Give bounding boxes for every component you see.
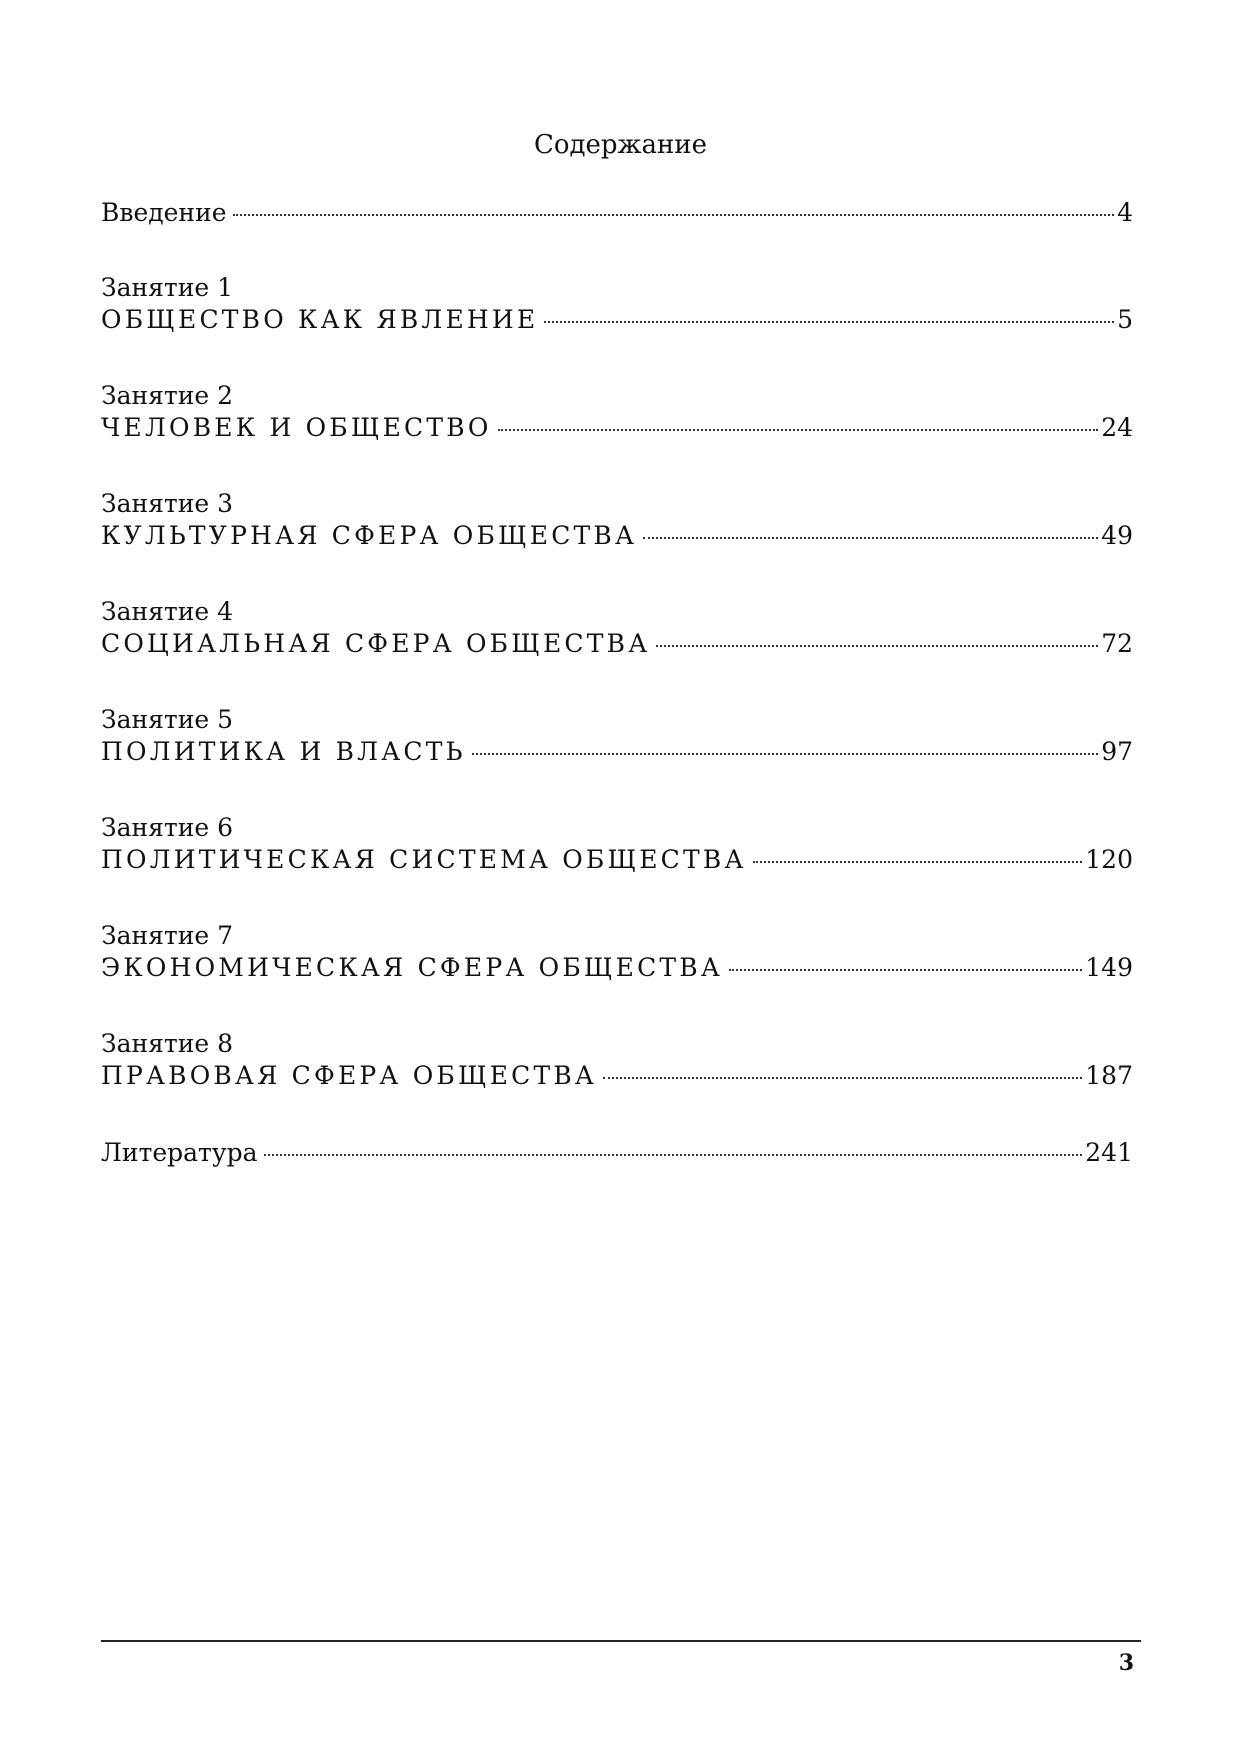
toc-entry-lesson-4[interactable] bbox=[101, 596, 1133, 660]
dot-leader bbox=[498, 429, 1099, 431]
lesson-label: Занятие 3 bbox=[101, 489, 234, 518]
dot-leader bbox=[729, 969, 1082, 971]
dot-leader bbox=[544, 321, 1114, 323]
toc-entry-lesson-2[interactable] bbox=[101, 380, 1133, 444]
toc-page-number: 4 bbox=[1117, 198, 1133, 227]
toc-line bbox=[101, 627, 1133, 660]
toc-page-number: 149 bbox=[1085, 953, 1133, 982]
toc-entry-title: ЧЕЛОВЕК И ОБЩЕСТВО bbox=[101, 413, 492, 442]
toc-entry-lesson-3[interactable] bbox=[101, 488, 1133, 552]
toc-line bbox=[101, 196, 1133, 229]
toc-entry-title: ПРАВОВАЯ СФЕРА ОБЩЕСТВА bbox=[101, 1061, 598, 1090]
lesson-label: Занятие 5 bbox=[101, 705, 234, 734]
toc-entry-title: СОЦИАЛЬНАЯ СФЕРА ОБЩЕСТВА bbox=[101, 629, 651, 658]
dot-leader bbox=[753, 861, 1083, 863]
dot-leader bbox=[643, 537, 1098, 539]
footer-divider bbox=[101, 1640, 1141, 1642]
toc-line bbox=[101, 735, 1133, 768]
toc-entry-literature[interactable] bbox=[101, 1136, 1133, 1169]
toc-entry-title: КУЛЬТУРНАЯ СФЕРА ОБЩЕСТВА bbox=[101, 521, 638, 550]
toc-page-number: 120 bbox=[1085, 845, 1133, 874]
toc-page-number: 97 bbox=[1101, 737, 1133, 766]
toc-line bbox=[101, 1136, 1133, 1169]
toc-entry-title: Введение bbox=[101, 198, 227, 227]
toc-line bbox=[101, 411, 1133, 444]
toc-entry-title: ОБЩЕСТВО КАК ЯВЛЕНИЕ bbox=[101, 305, 539, 334]
lesson-label: Занятие 1 bbox=[101, 273, 234, 302]
lesson-label: Занятие 8 bbox=[101, 1029, 234, 1058]
toc-entry-title: ПОЛИТИЧЕСКАЯ СИСТЕМА ОБЩЕСТВА bbox=[101, 845, 747, 874]
dot-leader bbox=[656, 645, 1098, 647]
page-title: Содержание bbox=[533, 130, 708, 160]
toc-line bbox=[101, 303, 1133, 336]
toc-entry-title: ЭКОНОМИЧЕСКАЯ СФЕРА ОБЩЕСТВА bbox=[101, 953, 723, 982]
toc-page-number: 5 bbox=[1117, 305, 1133, 334]
toc-line bbox=[101, 1059, 1133, 1092]
footer-page-number: 3 bbox=[1118, 1650, 1134, 1676]
dot-leader bbox=[472, 753, 1099, 755]
lesson-label: Занятие 7 bbox=[101, 921, 234, 950]
table-of-contents bbox=[101, 196, 1133, 1169]
toc-entry-intro[interactable] bbox=[101, 196, 1133, 229]
toc-page-number: 241 bbox=[1085, 1138, 1133, 1167]
toc-entry-title: Литература bbox=[101, 1138, 258, 1167]
toc-page-number: 24 bbox=[1101, 413, 1133, 442]
toc-line bbox=[101, 519, 1133, 552]
toc-page-number: 49 bbox=[1101, 521, 1133, 550]
toc-line bbox=[101, 843, 1133, 876]
toc-entry-lesson-1[interactable] bbox=[101, 272, 1133, 336]
toc-line bbox=[101, 951, 1133, 984]
toc-entry-lesson-7[interactable] bbox=[101, 920, 1133, 984]
lesson-label: Занятие 2 bbox=[101, 381, 234, 410]
toc-entry-lesson-5[interactable] bbox=[101, 704, 1133, 768]
toc-page-number: 72 bbox=[1101, 629, 1133, 658]
dot-leader bbox=[603, 1077, 1082, 1079]
toc-entry-lesson-6[interactable] bbox=[101, 812, 1133, 876]
dot-leader bbox=[233, 214, 1115, 216]
toc-entry-title: ПОЛИТИКА И ВЛАСТЬ bbox=[101, 737, 466, 766]
lesson-label: Занятие 4 bbox=[101, 597, 234, 626]
toc-entry-lesson-8[interactable] bbox=[101, 1028, 1133, 1092]
toc-page-number: 187 bbox=[1085, 1061, 1133, 1090]
lesson-label: Занятие 6 bbox=[101, 813, 234, 842]
dot-leader bbox=[264, 1154, 1083, 1156]
